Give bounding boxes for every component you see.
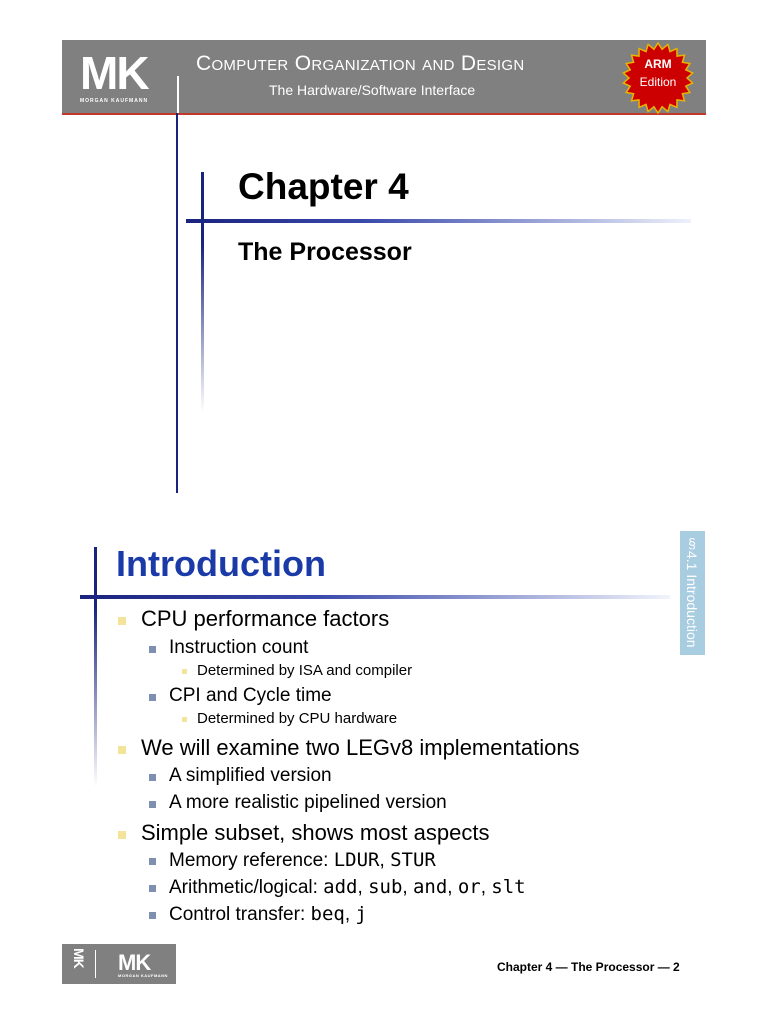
bullet-text: Arithmetic/logical: [169, 877, 324, 898]
bullet-marker-icon [149, 885, 156, 892]
code-separator: , [480, 877, 492, 898]
code-separator: , [357, 877, 369, 898]
header-banner [62, 40, 706, 115]
footer-logo-subtext: MORGAN KAUFMANN [118, 973, 168, 978]
bullet-level-2 [169, 849, 436, 872]
intro-vertical-accent [94, 547, 97, 787]
code-token: and [412, 876, 448, 898]
footer-logo-vertical-letters: MK [71, 948, 87, 968]
footer-logo-letters: MK [118, 950, 151, 975]
footer-logo-divider [95, 950, 96, 978]
bullet-marker-icon [118, 617, 126, 625]
logo-subtext: MORGAN KAUFMANN [80, 98, 149, 104]
code-separator: , [402, 877, 413, 898]
code-token: STUR [390, 849, 436, 871]
code-token: add [323, 876, 358, 898]
code-token: slt [491, 876, 526, 898]
badge-edition-label: Edition [639, 75, 677, 89]
code-separator: , [379, 850, 391, 871]
code-token: j [355, 903, 367, 925]
chapter-title: Chapter 4 [238, 166, 409, 207]
code-token: or [457, 876, 481, 898]
bullet-level-1: Simple subset, shows most aspects [141, 820, 490, 845]
bullet-level-2 [169, 876, 526, 899]
bullet-level-2: CPI and Cycle time [169, 685, 332, 706]
code-separator: , [447, 877, 458, 898]
bullet-level-2: Instruction count [169, 637, 309, 658]
section-side-tab-label: §4.1 Introduction [684, 535, 700, 648]
arm-edition-badge [622, 42, 694, 114]
bullet-marker-icon [182, 717, 187, 722]
code-token: sub [368, 876, 403, 898]
bullet-marker-icon [149, 694, 156, 701]
bullet-marker-icon [149, 646, 156, 653]
code-token: LDUR [333, 849, 380, 871]
bullet-marker-icon [118, 746, 126, 754]
badge-arm-label: ARM [644, 57, 672, 71]
slide-vertical-rule [176, 113, 178, 493]
intro-horizontal-accent [80, 595, 670, 599]
title-horizontal-accent [186, 219, 691, 223]
bullet-level-2: A simplified version [169, 765, 332, 786]
bullet-level-3: Determined by CPU hardware [197, 710, 398, 727]
bullet-level-2: A more realistic pipelined version [169, 792, 447, 813]
logo-letters: MK [80, 47, 148, 99]
bullet-marker-icon [149, 912, 156, 919]
publisher-logo [80, 47, 162, 104]
bullet-level-2 [169, 903, 367, 926]
bullet-marker-icon [149, 801, 156, 808]
bullet-marker-icon [118, 831, 126, 839]
bullet-level-3: Determined by ISA and compiler [197, 662, 413, 679]
bullet-marker-icon [149, 858, 156, 865]
bullet-marker-icon [149, 774, 156, 781]
book-title: Computer Organization and Design [196, 52, 525, 75]
chapter-subtitle: The Processor [238, 238, 412, 266]
footer-logo [62, 944, 176, 984]
book-subtitle: The Hardware/Software Interface [269, 82, 476, 98]
bullet-level-1: We will examine two LEGv8 implementations [141, 735, 580, 760]
banner-divider [177, 76, 179, 113]
intro-title: Introduction [116, 543, 326, 584]
footer-page-label: Chapter 4 — The Processor — 2 [497, 960, 680, 974]
section-side-tab [680, 531, 705, 655]
title-vertical-accent [201, 172, 204, 412]
bullet-level-1: CPU performance factors [141, 606, 390, 631]
bullet-text: Memory reference: [169, 850, 334, 871]
code-token: beq [310, 903, 345, 925]
code-separator: , [344, 904, 356, 925]
bullet-text: Control transfer: [169, 904, 311, 925]
bullet-marker-icon [182, 669, 187, 674]
